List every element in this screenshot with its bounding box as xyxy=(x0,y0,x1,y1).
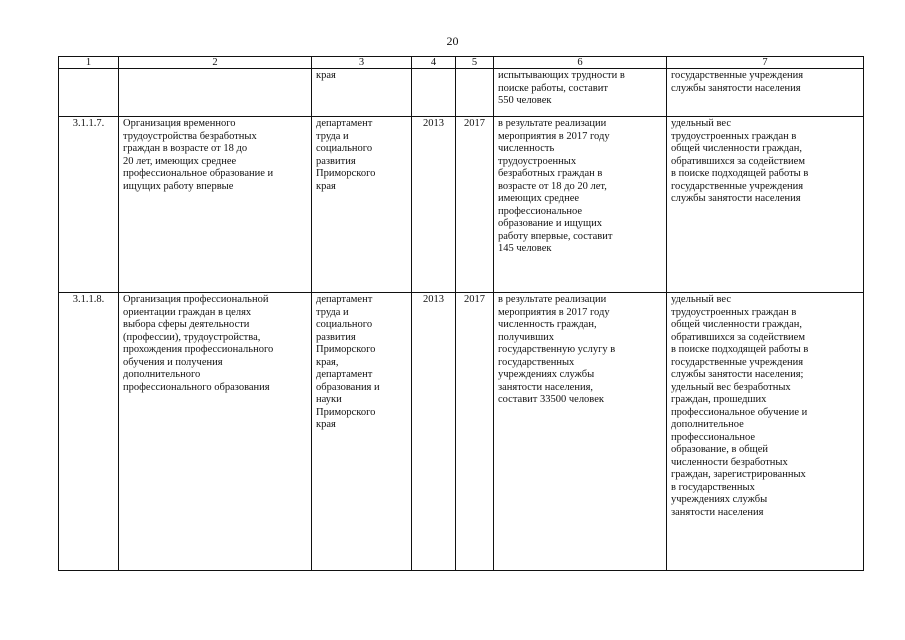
executor-line: труда и xyxy=(316,130,349,142)
executor-cell xyxy=(312,69,412,117)
result-cell xyxy=(494,117,667,293)
measure-name-line: выбора сферы деятельности xyxy=(123,319,250,330)
page-number: 20 xyxy=(446,34,459,48)
executor-line: края xyxy=(316,70,336,81)
indicator-line: дополнительное xyxy=(671,419,744,430)
result-line: занятости населения, xyxy=(498,381,594,393)
column-header: 2 xyxy=(119,57,312,69)
measure-number-cell: 3.1.1.8. xyxy=(59,293,119,571)
indicator-line: учреждениях службы xyxy=(671,494,768,505)
result-line: в результате реализации xyxy=(498,118,607,129)
end-year-cell: 2017 xyxy=(456,293,494,571)
result-line: мероприятия в 2017 году xyxy=(498,306,610,318)
result-line: численность граждан, xyxy=(498,319,597,330)
indicator-line: образование, в общей xyxy=(671,444,769,455)
indicator-line: общей численности граждан, xyxy=(671,319,803,330)
result-cell xyxy=(494,293,667,571)
measure-name-line: профессиональное образование и xyxy=(123,168,274,179)
table-row xyxy=(59,117,864,293)
column-header: 6 xyxy=(494,57,667,69)
result-line: в результате реализации xyxy=(498,294,607,305)
measure-name-line: (профессии), трудоустройства, xyxy=(123,331,261,343)
executor-line: департамент xyxy=(316,294,373,305)
measure-name-line: профессионального образования xyxy=(123,381,270,393)
measure-name-line: ищущих работу впервые xyxy=(123,180,234,192)
executor-cell xyxy=(312,117,412,293)
executor-line: края xyxy=(316,180,336,192)
indicator-line: удельный вес xyxy=(671,294,732,305)
executor-line: края xyxy=(316,419,336,430)
column-header: 1 xyxy=(59,57,119,69)
measure-name-line: трудоустройства безработных xyxy=(123,130,257,142)
indicator-line: обратившихся за содействием xyxy=(671,155,805,167)
executor-line: Приморского xyxy=(316,406,376,418)
column-header: 4 xyxy=(412,57,456,69)
result-line: возрасте от 18 до 20 лет, xyxy=(498,180,607,192)
indicator-line: удельный вес безработных xyxy=(671,381,791,393)
executor-line: науки xyxy=(316,394,342,405)
result-cell xyxy=(494,69,667,117)
indicator-line: трудоустроенных граждан в xyxy=(671,306,797,318)
start-year-cell: 2013 xyxy=(412,293,456,571)
executor-line: образования и xyxy=(316,381,380,393)
result-line: испытывающих трудности в xyxy=(498,70,625,81)
indicator-line: трудоустроенных граждан в xyxy=(671,130,797,142)
result-line: численность xyxy=(498,143,555,154)
measure-name-line: дополнительного xyxy=(123,369,201,380)
start-year-cell xyxy=(412,69,456,117)
measure-name-line: граждан в возрасте от 18 до xyxy=(123,143,248,154)
executor-line: социального xyxy=(316,319,373,330)
measure-name-line: прохождения профессионального xyxy=(123,344,274,355)
executor-line: департамент xyxy=(316,118,373,129)
executor-line: Приморского xyxy=(316,344,376,355)
result-line: поиске работы, составит xyxy=(498,82,608,94)
indicator-line: граждан, прошедших xyxy=(671,394,767,405)
result-line: государственных xyxy=(498,356,575,368)
indicator-line: занятости населения xyxy=(671,506,764,518)
table-row xyxy=(59,69,864,117)
measure-name-line: 20 лет, имеющих среднее xyxy=(123,155,237,167)
executor-line: департамент xyxy=(316,369,373,380)
column-header: 5 xyxy=(456,57,494,69)
result-line: учреждениях службы xyxy=(498,369,595,380)
executor-cell xyxy=(312,293,412,571)
executor-line: Приморского xyxy=(316,168,376,179)
indicator-line: численности безработных xyxy=(671,456,788,468)
indicator-line: государственные учреждения xyxy=(671,180,804,192)
measure-name-cell xyxy=(119,69,312,117)
indicator-line: службы занятости населения xyxy=(671,82,801,94)
result-line: безработных граждан в xyxy=(498,168,603,179)
measure-number-cell: 3.1.1.7. xyxy=(59,117,119,293)
result-line: трудоустроенных xyxy=(498,155,577,167)
result-line: государственную услугу в xyxy=(498,344,616,355)
indicator-line: граждан, зарегистрированных xyxy=(671,469,806,480)
indicator-line: государственные учреждения xyxy=(671,356,804,368)
indicator-line: в поиске подходящей работы в xyxy=(671,168,809,179)
start-year-cell: 2013 xyxy=(412,117,456,293)
end-year-cell xyxy=(456,69,494,117)
executor-line: развития xyxy=(316,155,356,167)
indicator-cell xyxy=(667,69,864,117)
indicator-cell xyxy=(667,293,864,571)
measure-name-line: ориентации граждан в целях xyxy=(123,306,252,318)
indicator-line: общей численности граждан, xyxy=(671,143,803,154)
indicator-line: профессиональное обучение и xyxy=(671,406,808,418)
result-line: профессиональное xyxy=(498,205,583,217)
measures-table xyxy=(58,56,864,571)
column-header: 3 xyxy=(312,57,412,69)
indicator-line: профессиональное xyxy=(671,431,756,443)
indicator-line: обратившихся за содействием xyxy=(671,331,805,343)
end-year-cell: 2017 xyxy=(456,117,494,293)
measure-name-line: обучения и получения xyxy=(123,356,223,368)
column-header: 7 xyxy=(667,57,864,69)
result-line: имеющих среднее xyxy=(498,193,580,204)
measure-number-cell xyxy=(59,69,119,117)
measure-name-line: Организация профессиональной xyxy=(123,294,269,305)
indicator-line: в государственных xyxy=(671,481,755,493)
column-number-row xyxy=(59,57,864,69)
result-line: получивших xyxy=(498,331,555,343)
result-line: мероприятия в 2017 году xyxy=(498,130,610,142)
executor-line: края, xyxy=(316,356,339,368)
executor-line: социального xyxy=(316,143,373,154)
result-line: 145 человек xyxy=(498,243,552,254)
result-line: работу впервые, составит xyxy=(498,230,613,242)
executor-line: труда и xyxy=(316,306,349,318)
indicator-line: удельный вес xyxy=(671,118,732,129)
measure-name-cell xyxy=(119,117,312,293)
result-line: составит 33500 человек xyxy=(498,394,604,405)
measure-name-cell xyxy=(119,293,312,571)
indicator-cell xyxy=(667,117,864,293)
indicator-line: в поиске подходящей работы в xyxy=(671,344,809,355)
indicator-line: службы занятости населения; xyxy=(671,369,804,380)
result-line: 550 человек xyxy=(498,95,552,106)
executor-line: развития xyxy=(316,331,356,343)
table-row xyxy=(59,293,864,571)
indicator-line: государственные учреждения xyxy=(671,70,804,81)
measure-name-line: Организация временного xyxy=(123,118,236,129)
indicator-line: службы занятости населения xyxy=(671,193,801,204)
result-line: образование и ищущих xyxy=(498,218,602,229)
